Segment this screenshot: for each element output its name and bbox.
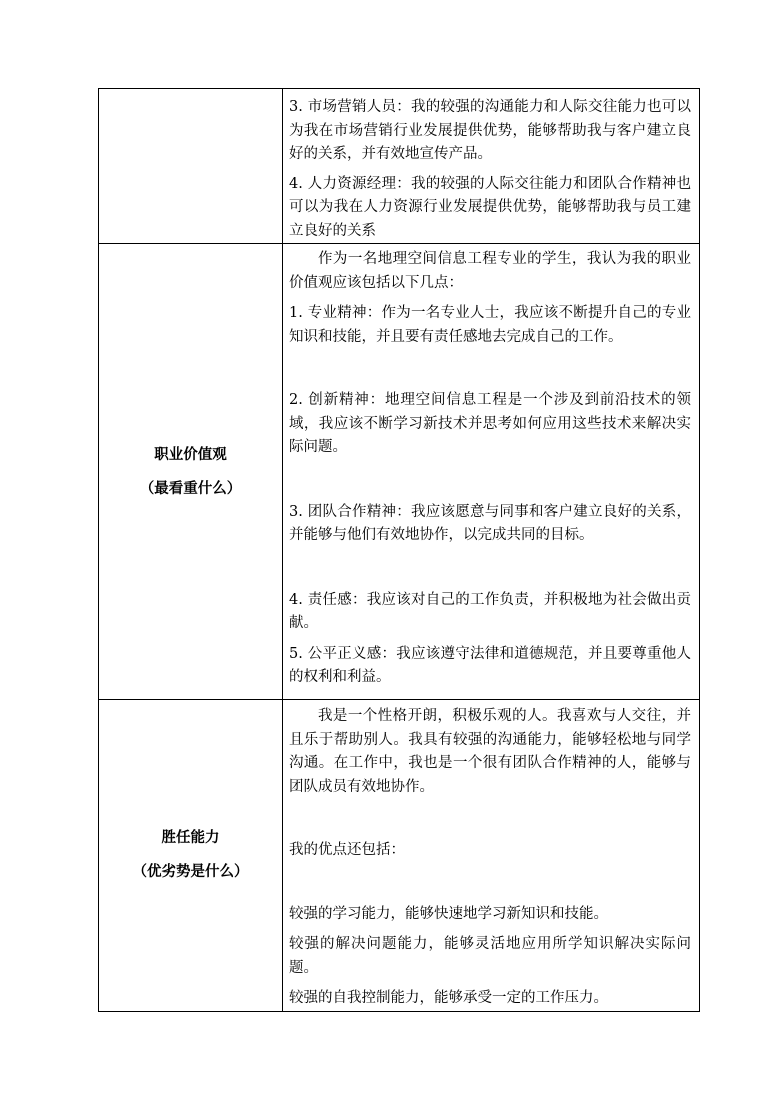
paragraph: 4. 责任感：我应该对自己的工作负责，并积极地为社会做出贡献。 <box>289 591 691 631</box>
content-cell-career-values <box>283 244 700 700</box>
content-cell-competency <box>283 700 700 1012</box>
row-label-cell <box>99 244 283 700</box>
table-row-career-values <box>99 244 700 700</box>
paragraph: 较强的解决问题能力，能够灵活地应用所学知识解决实际问题。 <box>289 936 691 976</box>
paragraph: 1. 专业精神：作为一名专业人士，我应该不断提升自己的专业知识和技能，并且要有责任感地去完成自己的工作。 <box>289 305 691 345</box>
row-sublabel: （优劣势是什么） <box>132 864 249 881</box>
paragraph: 作为一名地理空间信息工程专业的学生，我认为我的职业价值观应该包括以下几点： <box>289 251 691 291</box>
row-label: 胜任能力 <box>161 830 220 847</box>
paragraph: 较强的学习能力，能够快速地学习新知识和技能。 <box>289 905 608 922</box>
content-cell-career-options <box>283 89 700 244</box>
paragraph: 4. 人力资源经理：我的较强的人际交往能力和团队合作精神也可以为我在人力资源行业发展提供优势，能够帮助我与员工建立良好的关系 <box>289 175 691 239</box>
row-label-cell <box>99 700 283 1012</box>
table-row-competency <box>99 700 700 1012</box>
table-row-career-options <box>99 89 700 244</box>
paragraph: 3. 市场营销人员：我的较强的沟通能力和人际交往能力也可以为我在市场营销行业发展提供优势，能够帮助我与客户建立良好的关系，并有效地宣传产品。 <box>289 99 691 162</box>
paragraph: 2. 创新精神：地理空间信息工程是一个涉及到前沿技术的领域，我应该不断学习新技术并思考如何应用这些技术来解决实际问题。 <box>289 392 691 455</box>
row-label: 职业价值观 <box>154 446 227 463</box>
row-label-cell <box>99 89 283 244</box>
row-sublabel: （最看重什么） <box>139 480 242 497</box>
paragraph: 我是一个性格开朗，积极乐观的人。我喜欢与人交往，并且乐于帮助别人。我具有较强的沟通能力，能够轻松地与同学沟通。在工作中，我也是一个很有团队合作精神的人，能够与团队成员有效地协作。 <box>289 708 691 795</box>
paragraph: 我的优点还包括： <box>289 842 405 858</box>
paragraph: 较强的自我控制能力，能够承受一定的工作压力。 <box>289 990 608 1006</box>
career-plan-table <box>98 88 700 1012</box>
paragraph: 5. 公平正义感：我应该遵守法律和道德规范，并且要尊重他人的权利和利益。 <box>289 645 691 685</box>
paragraph: 3. 团队合作精神：我应该愿意与同事和客户建立良好的关系，并能够与他们有效地协作，以完成共同的目标。 <box>289 503 691 543</box>
